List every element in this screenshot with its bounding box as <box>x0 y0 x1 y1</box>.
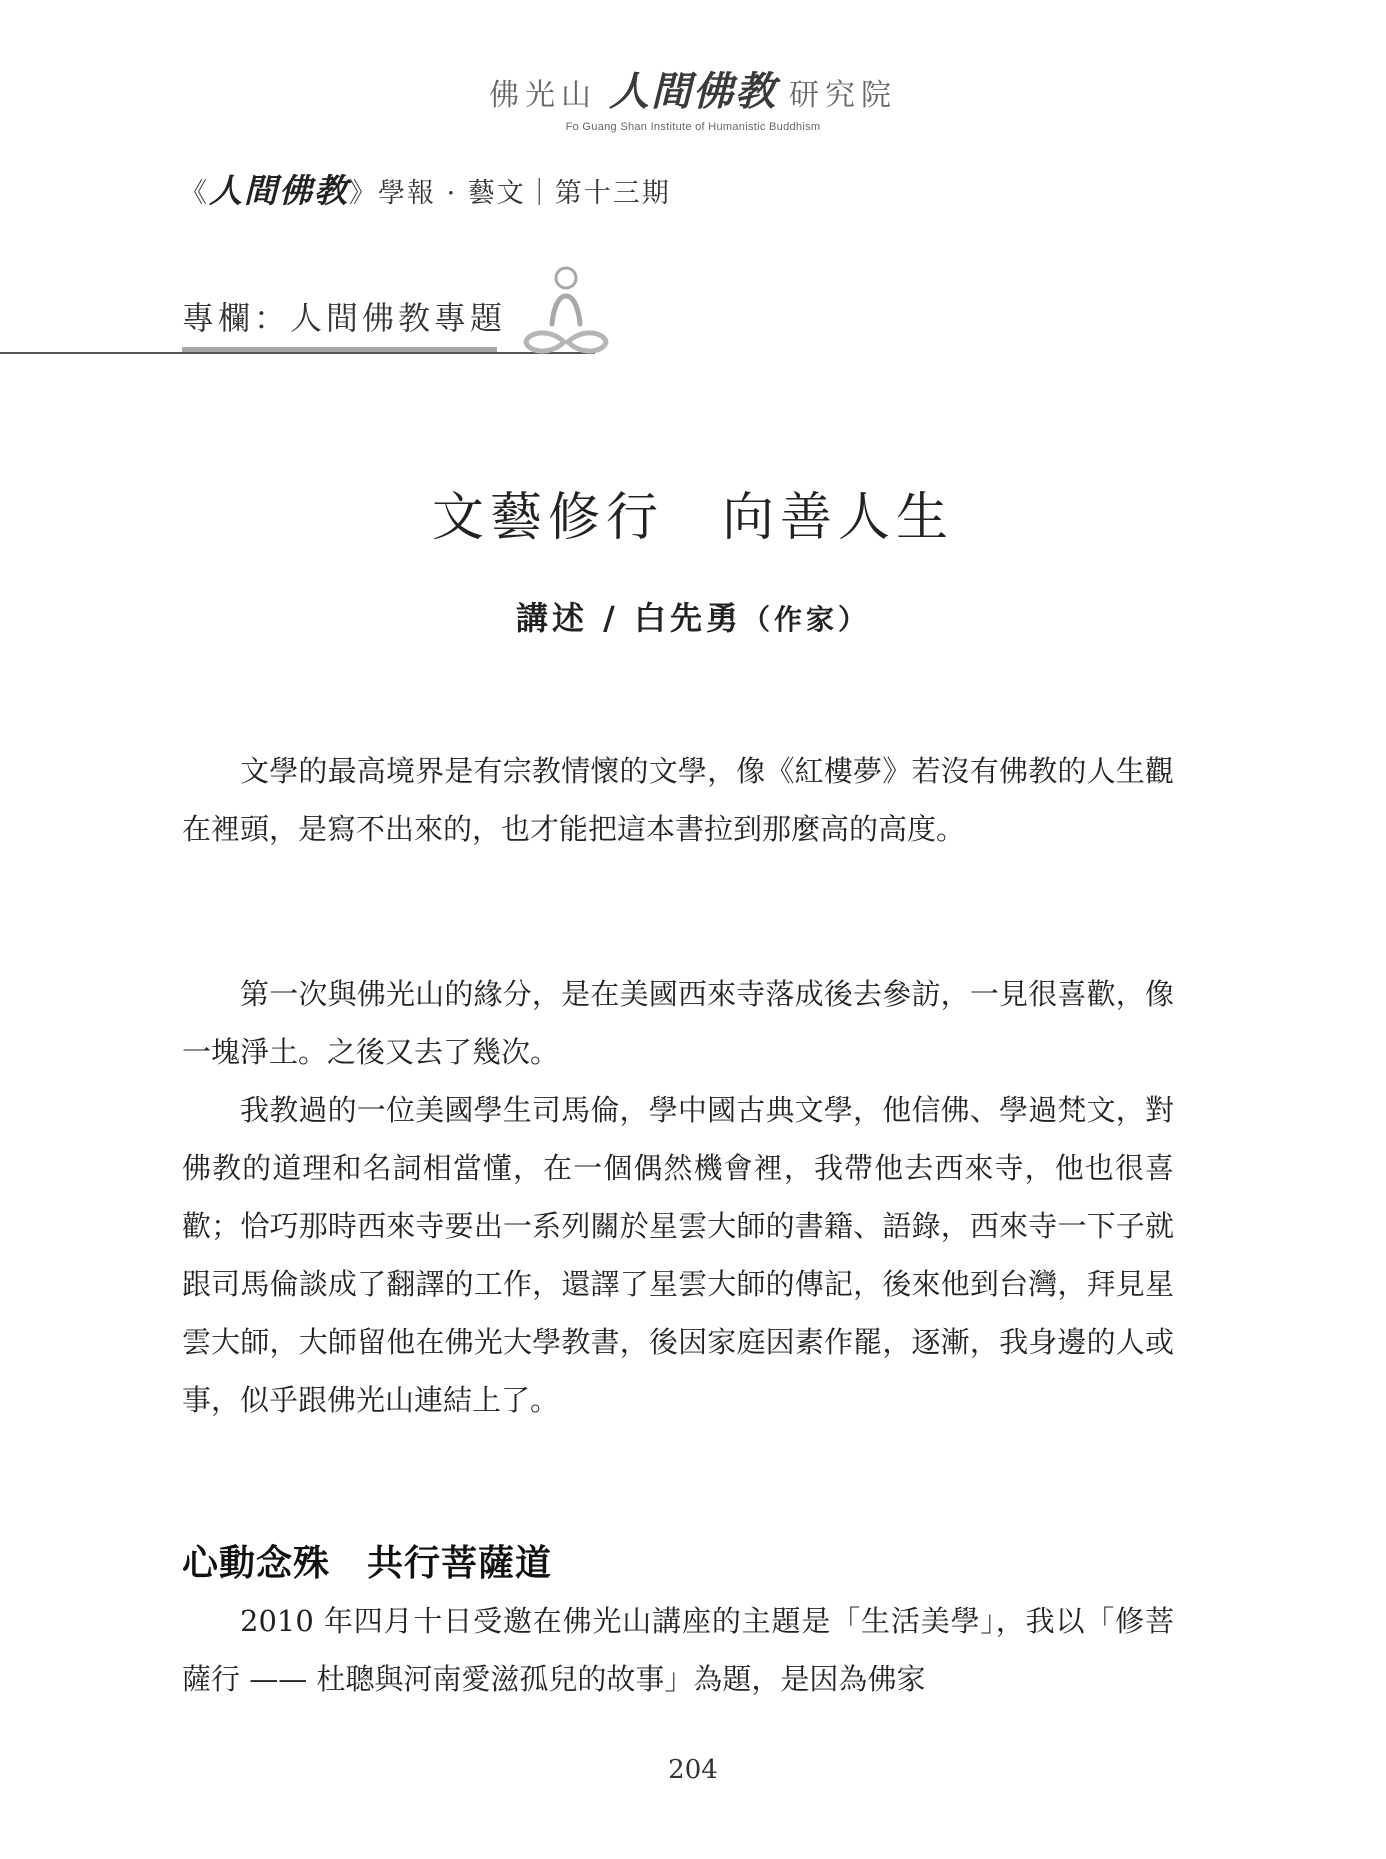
meditating-figure-icon <box>516 262 616 362</box>
body-paragraph-2: 第一次與佛光山的緣分，是在美國西來寺落成後去參訪，一見很喜歡，像一塊淨土。之後又去了幾次。 <box>182 977 1174 1069</box>
institute-brand-logo: 人間佛教 <box>609 68 777 115</box>
column-divider <box>0 352 595 354</box>
institute-name-right: 研究院 <box>789 78 897 113</box>
byline-role: （作家） <box>741 603 870 636</box>
body-paragraph-3: 我教過的一位美國學生司馬倫，學中國古典文學，他信佛、學過梵文，對佛教的道理和名詞相當懂，在一個偶然機會裡，我帶他去西來寺，他也很喜歡；恰巧那時西來寺要出一系列關於星雲大師的書籍、語錄，西來寺一下子就跟司馬倫談成了翻譯的工作，還譯了星雲大師的傳記，後來他到台灣，拜見星雲大師，大師留他在佛光大學教書，後因家庭因素作罷，逐漸，我身邊的人或事，似乎跟佛光山連結上了。 <box>182 1093 1174 1417</box>
journal-open-bracket: 《 <box>180 178 209 209</box>
article-byline <box>0 593 1386 639</box>
section-paragraph: 2010 年四月十日受邀在佛光山講座的主題是「生活美學」，我以「修菩薩行 —— 杜聰與河南愛滋孤兒的故事」為題，是因為佛家 <box>182 1604 1174 1696</box>
page-number: 204 <box>668 1755 718 1785</box>
institute-header <box>0 60 1386 133</box>
institute-name-line <box>489 60 897 117</box>
byline-author: 講述 / 白先勇 <box>516 599 742 637</box>
body-paragraph-1: 文學的最高境界是有宗教情懷的文學，像《紅樓夢》若沒有佛教的人生觀在裡頭，是寫不出來的，也才能把這本書拉到那麼高的高度。 <box>182 754 1174 846</box>
journal-issue-info: 》學報 · 藝文｜第十三期 <box>349 178 671 209</box>
institute-english-name: Fo Guang Shan Institute of Humanistic Buddhism <box>565 121 821 133</box>
column-label: 專欄：人間佛教專題 <box>182 299 507 337</box>
journal-title <box>180 165 671 212</box>
section-heading: 心動念殊 共行菩薩道 <box>182 1542 553 1584</box>
journal-brand-logo: 人間佛教 <box>209 171 349 210</box>
institute-name-left: 佛光山 <box>489 78 597 113</box>
article-title: 文藝修行 向善人生 <box>431 488 954 548</box>
